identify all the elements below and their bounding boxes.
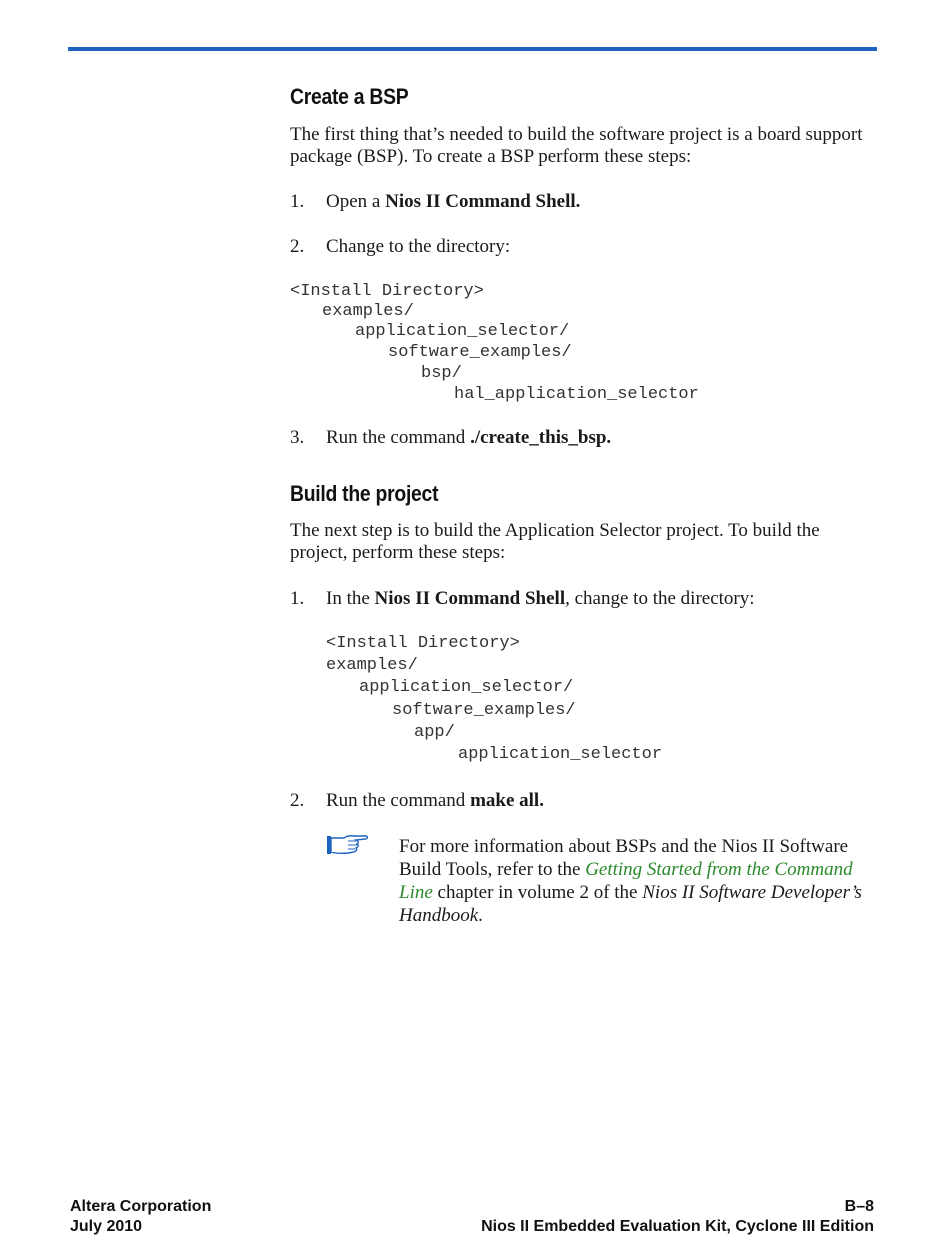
- section-heading-create-bsp: Create a BSP: [290, 84, 409, 109]
- section-heading-build-project: Build the project: [290, 481, 439, 506]
- header-rule: [68, 47, 877, 51]
- footer-date: July 2010: [70, 1218, 143, 1235]
- handbook-title: Nios II Software Developer’s Handbook: [399, 882, 862, 926]
- footer-document-title: Nios II Embedded Evaluation Kit, Cyclone III Edition: [481, 1218, 874, 1235]
- footer-company: Altera Corporation: [70, 1198, 212, 1215]
- footer-right: [481, 1197, 874, 1237]
- footer-page-number: B–8: [844, 1198, 874, 1215]
- footer-left: [70, 1197, 211, 1237]
- build-intro: The next step is to build the Application Selector project. To build the project, perform these steps:: [290, 520, 820, 563]
- pointing-hand-icon: [326, 833, 370, 864]
- bsp-intro: The first thing that’s needed to build the software project is a board support package (BSP). To create a BSP perform these steps:: [290, 124, 863, 167]
- note-text: For more information about BSPs and the Nios II Software Build Tools, refer to the Getting Started from the Command Line chapter in volume 2 of the Nios II Software Developer’s Handbook.: [399, 836, 862, 926]
- getting-started-link[interactable]: Getting Started from the Command Line: [399, 859, 853, 903]
